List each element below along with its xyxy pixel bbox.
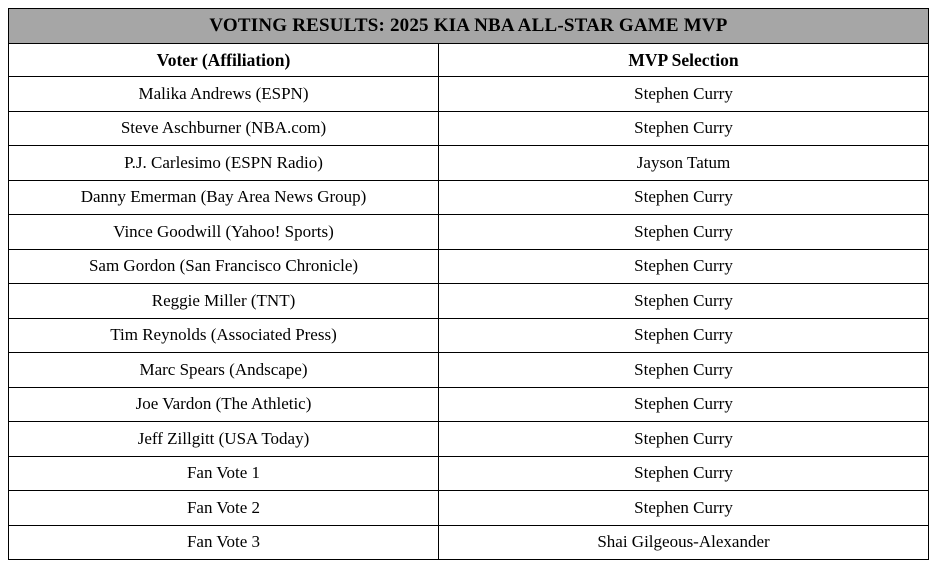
selection-cell: Stephen Curry [439,422,929,457]
table-title: VOTING RESULTS: 2025 KIA NBA ALL-STAR GAME MVP [9,9,929,44]
table-row [9,318,929,353]
selection-cell: Shai Gilgeous-Alexander [439,525,929,560]
voting-results-table [8,8,929,560]
selection-cell: Stephen Curry [439,77,929,112]
voter-cell: Fan Vote 2 [9,491,439,526]
selection-cell: Stephen Curry [439,491,929,526]
selection-cell: Stephen Curry [439,456,929,491]
voter-cell: Tim Reynolds (Associated Press) [9,318,439,353]
selection-cell: Stephen Curry [439,353,929,388]
column-header-voter: Voter (Affiliation) [9,44,439,77]
table-row [9,525,929,560]
table-header-row [9,44,929,77]
voter-cell: P.J. Carlesimo (ESPN Radio) [9,146,439,181]
voter-cell: Sam Gordon (San Francisco Chronicle) [9,249,439,284]
table-row [9,111,929,146]
table-row [9,77,929,112]
selection-cell: Jayson Tatum [439,146,929,181]
selection-cell: Stephen Curry [439,111,929,146]
voter-cell: Malika Andrews (ESPN) [9,77,439,112]
table-row [9,422,929,457]
table-row [9,387,929,422]
voter-cell: Vince Goodwill (Yahoo! Sports) [9,215,439,250]
voter-cell: Jeff Zillgitt (USA Today) [9,422,439,457]
table-row [9,284,929,319]
table-row [9,353,929,388]
selection-cell: Stephen Curry [439,387,929,422]
voter-cell: Danny Emerman (Bay Area News Group) [9,180,439,215]
voter-cell: Joe Vardon (The Athletic) [9,387,439,422]
table-row [9,456,929,491]
column-header-mvp-selection: MVP Selection [439,44,929,77]
voter-cell: Fan Vote 3 [9,525,439,560]
table-row [9,146,929,181]
voter-cell: Marc Spears (Andscape) [9,353,439,388]
selection-cell: Stephen Curry [439,249,929,284]
table-row [9,491,929,526]
voter-cell: Fan Vote 1 [9,456,439,491]
voter-cell: Reggie Miller (TNT) [9,284,439,319]
table-title-row [9,9,929,44]
table-row [9,180,929,215]
voter-cell: Steve Aschburner (NBA.com) [9,111,439,146]
selection-cell: Stephen Curry [439,318,929,353]
selection-cell: Stephen Curry [439,180,929,215]
selection-cell: Stephen Curry [439,284,929,319]
selection-cell: Stephen Curry [439,215,929,250]
table-row [9,249,929,284]
table-row [9,215,929,250]
